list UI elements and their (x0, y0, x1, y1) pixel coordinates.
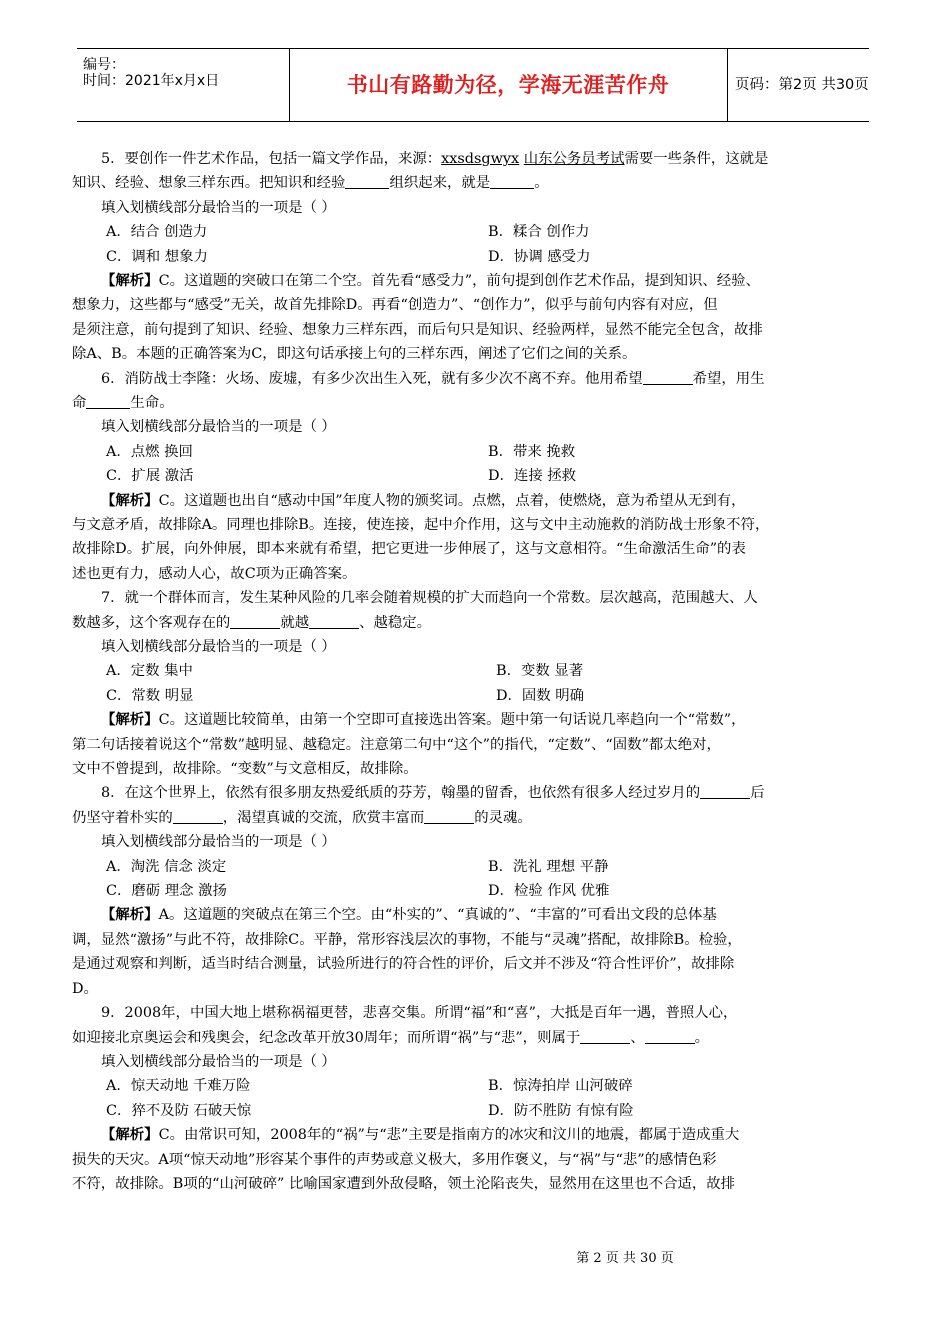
option-c: C．常数 明显 (106, 687, 194, 704)
question-6-cont: 命 生命。 (72, 391, 880, 415)
analysis-line: 不符，故排除。B项的“山河破碎” 比喻国家遭到外敌侵略，领土沦陷丧失，显然用在这里也不合适，故排 (72, 1175, 736, 1192)
option-a: A．点燃 换回 (106, 443, 193, 460)
option-a: A．淘洗 信念 淡定 (106, 858, 227, 875)
option-c: C．扩展 激活 (106, 468, 194, 485)
answer-blank (173, 807, 223, 824)
analysis: 【解析】C。这道题的突破口在第二个空。首先看“感受力”，前句提到创作艺术作品，提到知识、经验、 (101, 272, 760, 289)
option-a: A．结合 创造力 (106, 224, 208, 241)
options-row (72, 855, 880, 879)
option-d: D．防不胜防 有惊有险 (488, 1102, 634, 1119)
analysis-line: 是通过观察和判断，适当时结合测量，试验所进行的符合性的评价，后文并不涉及“符合性评价”，故排除 (72, 956, 735, 973)
option-b: B．糅合 创作力 (488, 224, 590, 241)
page-header (77, 48, 869, 122)
analysis-line: 是须注意，前句提到了知识、经验、想象力三样东西，而后句只是知识、经验两样，显然不能完全包含，故排 (72, 321, 763, 338)
options-row (72, 1074, 880, 1098)
option-b: B．惊涛拍岸 山河破碎 (488, 1078, 633, 1095)
analysis-line: 与文意矛盾，故排除A。同理也排除B。连接，使连接，起中介作用，这与文中主动施救的消防战士形象不符， (72, 517, 770, 534)
question-prompt: 填入划横线部分最恰当的一项是（ ） (101, 199, 336, 216)
question-8: 8．在这个世界上，依然有很多朋友热爱纸质的芬芳，翰墨的留香，也依然有很多人经过岁月的 后 (72, 781, 880, 805)
option-d: D．协调 感受力 (488, 248, 591, 265)
document-body (72, 147, 880, 1196)
option-c: C．磨砺 理念 激扬 (106, 883, 227, 900)
options-row (72, 879, 880, 903)
analysis-line: 想象力，这些都与“感受”无关，故首先排除D。再看“创造力”、“创作力”，似乎与前句内容有对应，但 (72, 297, 718, 314)
options-row (72, 1099, 880, 1123)
answer-blank (580, 1027, 630, 1044)
answer-blank (490, 172, 534, 189)
question-8-cont: 仍坚守着朴实的 ，渴望真诚的交流，欣赏丰富而 的灵魂。 (72, 806, 880, 830)
question-7: 7．就一个群体而言，发生某种风险的几率会随着规模的扩大而趋向一个常数。层次越高，范围越大、人 (101, 590, 758, 607)
question-9: 9．2008年，中国大地上堪称祸福更替，悲喜交集。所谓“福”和“喜”，大抵是百年一遇，普照人心， (101, 1005, 738, 1022)
option-a: A．惊天动地 千难万险 (106, 1078, 251, 1095)
options-row (72, 440, 880, 464)
option-d: D．检验 作风 优雅 (488, 883, 610, 900)
options-row (72, 464, 880, 488)
question-prompt: 填入划横线部分最恰当的一项是（ ） (101, 639, 336, 656)
option-b: B．洗礼 理想 平静 (488, 858, 609, 875)
option-b: B．变数 显著 (496, 663, 584, 680)
answer-blank (309, 612, 359, 629)
option-b: B．带来 挽救 (488, 443, 576, 460)
analysis: 【解析】C。由常识可知，2008年的“祸”与“悲”主要是指南方的冰灾和汶川的地震，都属于造成重大 (101, 1126, 740, 1144)
options-row (72, 245, 880, 269)
option-d: D．连接 拯救 (488, 468, 577, 485)
options-row (72, 659, 880, 683)
page-footer: 第 2 页 共 30 页 (576, 1251, 674, 1266)
question-5-cont: 知识、经验、想象三样东西。把知识和经验 组织起来，就是 。 (72, 171, 880, 195)
header-motto: 书山有路勤为径，学海无涯苦作舟 (346, 73, 670, 97)
question-9-cont: 如迎接北京奥运会和残奥会，纪念改革开放30周年；而所谓“祸”与“悲”，则属于 、 。 (72, 1026, 880, 1050)
number-label: 编号： (83, 57, 125, 73)
time-label: 时间：2021年x月x日 (83, 73, 220, 89)
option-d: D．固数 明确 (496, 687, 585, 704)
options-row (72, 684, 880, 708)
analysis: 【解析】A。这道题的突破点在第三个空。由“朴实的”、“真诚的”、“丰富的”可看出文段的总体基 (101, 906, 717, 924)
question-prompt: 填入划横线部分最恰当的一项是（ ） (101, 834, 336, 851)
analysis-line: 除A、B。本题的正确答案为C，即这句话承接上句的三样东西，阐述了它们之间的关系。 (72, 346, 637, 363)
question-6: 6．消防战士李隆：火场、废墟，有多少次出生入死，就有多少次不离不弃。他用希望 希望，用生 (72, 367, 880, 391)
question-5: 5．要创作一件艺术作品，包括一篇文学作品，来源：xxsdsgwyx 山东公务员考试需要一些条件，这就是 (101, 151, 769, 167)
analysis-line: 述也更有力，感动人心，故C项为正确答案。 (72, 565, 357, 582)
source-link[interactable]: xxsdsgwyx (441, 151, 520, 167)
analysis-line: 文中不曾提到，故排除。“变数”与文意相反，故排除。 (72, 761, 418, 778)
analysis: 【解析】C。这道题也出自“感动中国”年度人物的颁奖词。点燃，点着，使燃烧，意为希望从无到有， (101, 491, 746, 509)
page-label: 页码：第2页 共30页 (735, 77, 869, 93)
source-link[interactable]: 山东公务员考试 (523, 151, 625, 167)
analysis-line: 故排除D。扩展，向外伸展，即本来就有希望，把它更进一步伸展了，这与文意相符。“生命激活生命”的表 (72, 541, 746, 558)
analysis: 【解析】C。这道题比较简单，由第一个空即可直接选出答案。题中第一句话说几率趋向一个“常数”， (101, 711, 746, 729)
analysis-line: 第二句话接着说这个“常数”越明显、越稳定。注意第二句中“这个”的指代，“定数”、“固数”都太绝对， (72, 736, 721, 753)
answer-blank (345, 172, 389, 189)
analysis-line: D。 (72, 980, 98, 997)
question-prompt: 填入划横线部分最恰当的一项是（ ） (101, 1053, 336, 1070)
analysis-line: 损失的天灾。A项“惊天动地”形容某个事件的声势或意义极大，多用作褒义，与“祸”与“悲”的感情色彩 (72, 1151, 717, 1168)
question-prompt: 填入划横线部分最恰当的一项是（ ） (101, 419, 336, 436)
analysis-line: 调，显然“激扬”与此不符，故排除C。平静，常形容浅层次的事物，不能与“灵魂”搭配，故排除B。检验， (72, 931, 742, 948)
header-divider (727, 49, 728, 121)
option-c: C．猝不及防 石破天惊 (106, 1102, 252, 1119)
answer-blank (424, 807, 474, 824)
question-7-cont: 数越多，这个客观存在的 就越 、越稳定。 (72, 611, 880, 635)
option-c: C．调和 想象力 (106, 248, 208, 265)
option-a: A．定数 集中 (106, 663, 193, 680)
options-row (72, 220, 880, 244)
answer-blank (700, 782, 750, 799)
answer-blank (643, 368, 693, 385)
answer-blank (230, 612, 280, 629)
answer-blank (645, 1027, 695, 1044)
answer-blank (86, 392, 130, 409)
